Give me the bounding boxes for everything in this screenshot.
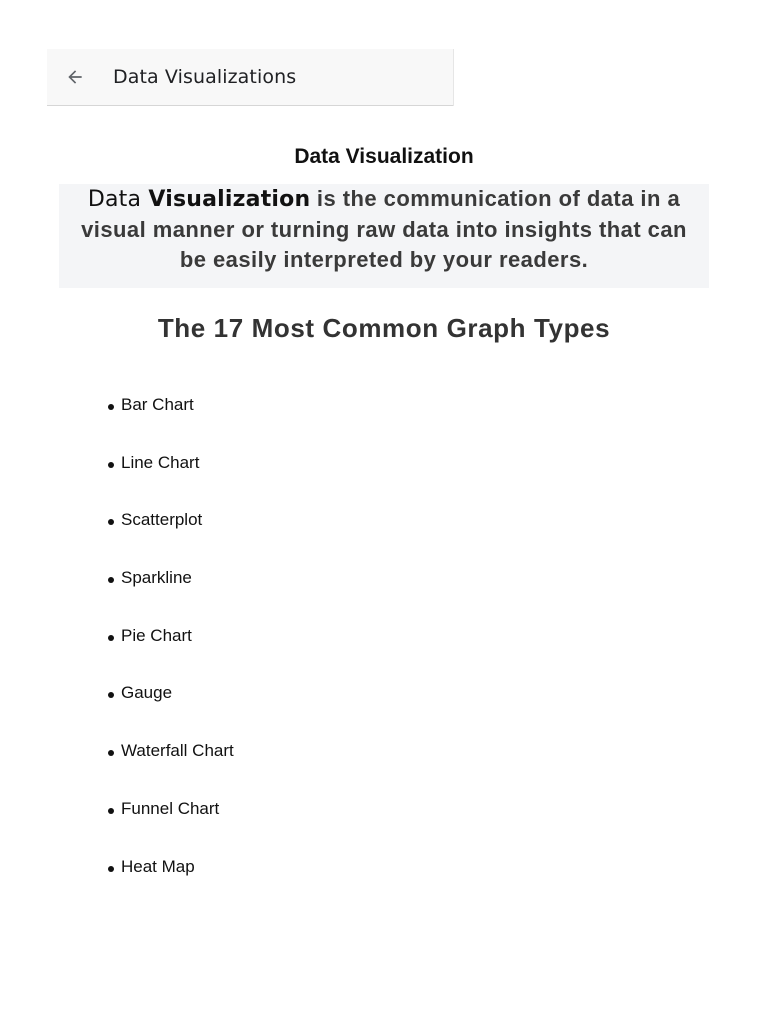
chart-type-list xyxy=(108,395,234,914)
bullet-icon xyxy=(108,866,114,872)
intro-definition xyxy=(59,184,709,288)
intro-term xyxy=(88,187,310,212)
bullet-icon xyxy=(108,808,114,814)
list-item-label: Heat Map xyxy=(121,856,195,876)
list-item-label: Funnel Chart xyxy=(121,798,220,818)
bullet-icon xyxy=(108,692,114,698)
list-item xyxy=(108,741,234,799)
list-item xyxy=(108,683,234,741)
list-item xyxy=(108,510,234,568)
list-item xyxy=(108,799,234,857)
app-title: Data Visualizations xyxy=(113,66,297,88)
list-item-label: Bar Chart xyxy=(121,395,194,414)
list-item xyxy=(108,395,234,453)
app-bar xyxy=(47,49,453,106)
list-item xyxy=(108,626,234,684)
bullet-icon xyxy=(108,750,114,756)
page-heading: Data Visualization xyxy=(294,145,474,168)
intro-term-prefix: Data xyxy=(87,187,149,212)
list-item xyxy=(108,857,234,915)
bullet-icon xyxy=(108,404,114,410)
list-item xyxy=(108,568,234,626)
back-button[interactable] xyxy=(63,65,87,89)
intro-text: is the communication of data in a visual manner or turning raw data into insights that can be easily interpreted by your readers. xyxy=(81,186,687,272)
intro-term-bold: Visualization xyxy=(148,187,311,212)
bullet-icon xyxy=(108,635,114,641)
bullet-icon xyxy=(108,577,114,583)
list-item-label: Line Chart xyxy=(121,452,200,472)
bullet-icon xyxy=(108,519,114,525)
list-item-label: Sparkline xyxy=(121,568,192,588)
bullet-icon xyxy=(108,462,114,468)
list-item-label: Pie Chart xyxy=(121,625,192,645)
list-item-label: Waterfall Chart xyxy=(121,741,234,761)
list-item-label: Scatterplot xyxy=(121,510,203,530)
arrow-left-icon xyxy=(65,67,85,87)
list-item xyxy=(108,453,234,511)
list-item-label: Gauge xyxy=(121,683,173,703)
section-heading: The 17 Most Common Graph Types xyxy=(157,313,611,343)
